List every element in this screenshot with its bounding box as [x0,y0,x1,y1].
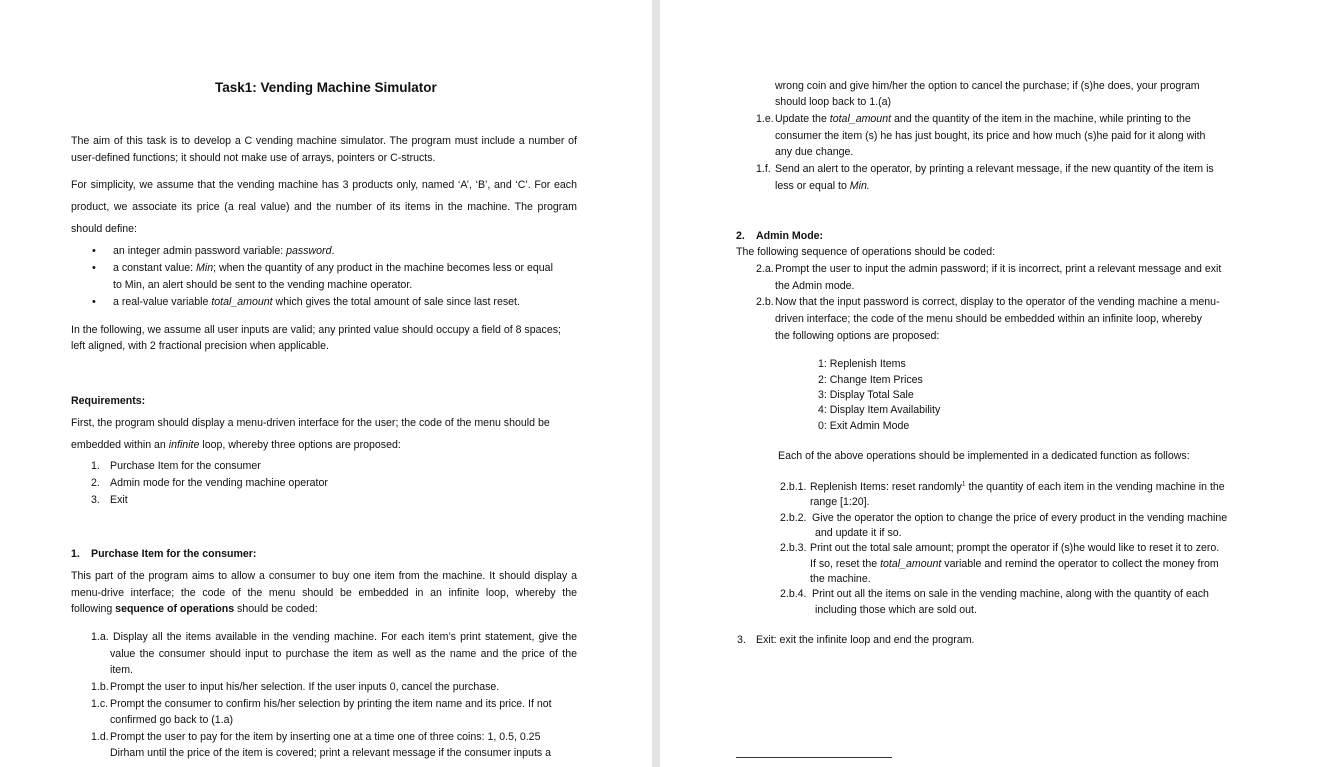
option-2-text: Admin mode for the vending machine operator [110,477,328,489]
step-2a-number: 2.a. [756,263,774,275]
step-1c-line-1: Prompt the consumer to confirm his/her selection by printing the item name and its price. If not [110,698,552,710]
step-2b3-number: 2.b.3. [780,542,807,554]
step-2b1-number: 2.b.1. [780,481,807,493]
admin-menu-item-0: 0: Exit Admin Mode [818,420,910,432]
footnote-separator [736,757,892,758]
page-left [0,0,652,767]
section-1-heading: Purchase Item for the consumer: [91,548,257,560]
section-2-intro: The following sequence of operations should be coded: [736,246,996,258]
option-3-number: 3. [91,494,100,506]
step-2b1-line-1: Replenish Items: reset randomly$^1$ the quantity of each item in the vending machine in the [810,480,1225,493]
simplicity-line-3: should define: [71,223,137,235]
section-1-line-1: This part of the program aims to allow a consumer to buy one item from the machine. It should display a [71,570,577,582]
bullet-password: an integer admin password variable: password. [113,245,335,257]
step-1d-line-1: Prompt the user to pay for the item by inserting one at a time one of three coins: 1, 0.5, 0.25 [110,731,541,743]
step-2b4-line-2: including those which are sold out. [815,604,977,616]
step-1d-continued-line-2: should loop back to 1.(a) [775,96,892,108]
bullet-icon: • [92,262,96,274]
step-1c-line-2: confirmed go back to (1.a) [110,714,234,726]
step-2a-line-2: the Admin mode. [775,280,855,292]
bullet-total-amount: a real-value variable total_amount which gives the total amount of sale since last reset. [113,296,520,308]
step-1e-line-3: any due change. [775,146,854,158]
step-2b-line-3: the following options are proposed: [775,330,940,342]
step-1a-line-3: item. [110,664,133,676]
step-2b3-line-1: Print out the total sale amount; prompt the operator if (s)he would like to reset it to zero. [810,542,1220,554]
bullet-min-line-2: to Min, an alert should be sent to the vending machine operator. [113,279,413,291]
step-1c-number: 1.c. [91,698,109,710]
step-2b1-line-2: range [1:20]. [810,496,870,508]
step-2b-line-2: driven interface; the code of the menu should be embedded within an infinite loop, whereby [775,313,1202,325]
step-1f-number: 1.f. [756,163,771,175]
requirements-heading: Requirements: [71,395,146,407]
bullet-icon: • [92,296,96,308]
step-1a-line-1: Display all the items available in the vending machine. For each item’s print statement, give the [113,631,577,643]
option-1-number: 1. [91,460,100,472]
step-1e-line-2: consumer the item (s) he has just bought, its price and how much (s)he paid for it along with [775,130,1206,142]
step-1d-number: 1.d. [91,731,109,743]
simplicity-line-1: For simplicity, we assume that the vending machine has 3 products only, named ‘A’, ‘B’, and ‘C’. For each [71,179,577,191]
simplicity-line-2: product, we associate its price (a real value) and the number of its items in the machine. The program [71,201,577,213]
step-2b3-line-3: the machine. [810,573,871,585]
admin-menu-item-4: 4: Display Item Availability [818,404,941,416]
requirements-line-1: First, the program should display a menu-driven interface for the user; the code of the menu should be [71,417,550,429]
page-right [660,0,1320,767]
admin-menu-item-1: 1: Replenish Items [818,358,906,370]
functions-intro: Each of the above operations should be implemented in a dedicated function as follows: [778,450,1190,462]
step-1a-line-2: value the consumer should input to purchase the item as well as the name and the price of the [110,648,577,660]
section-1-number: 1. [71,548,80,560]
section-3-number: 3. [737,634,746,646]
section-1-line-3: following sequence of operations should be coded: [71,603,318,615]
step-2b4-line-1: Print out all the items on sale in the vending machine, along with the quantity of each [812,588,1209,600]
admin-menu-item-2: 2: Change Item Prices [818,374,923,386]
step-2b4-number: 2.b.4. [780,588,807,600]
step-2b2-line-1: Give the operator the option to change the price of every product in the vending machine [812,512,1228,524]
footnote-marker: 1 [961,480,966,488]
bullet-min: a constant value: Min; when the quantity of any product in the machine becomes less or equal [113,262,553,274]
step-1e-line-1: Update the total_amount and the quantity of the item in the machine, while printing to the [775,113,1191,125]
step-1b-number: 1.b. [91,681,109,693]
step-2b3-line-2: If so, reset the total_amount variable and remind the operator to collect the money from [810,558,1219,570]
step-1a-number: 1.a. [91,631,109,643]
step-1f-line-2: less or equal to Min. [775,180,870,192]
option-2-number: 2. [91,477,100,489]
option-1-text: Purchase Item for the consumer [110,460,261,472]
step-1d-continued-line-1: wrong coin and give him/her the option to cancel the purchase; if (s)he does, your program [775,80,1200,92]
section-3-text: Exit: exit the infinite loop and end the program. [756,634,975,646]
section-2-number: 2. [736,230,745,242]
step-2b2-number: 2.b.2. [780,512,807,524]
step-1d-line-2: Dirham until the price of the item is covered; print a relevant message if the consumer inputs a [110,747,552,759]
bullet-icon: • [92,245,96,257]
requirements-line-2: embedded within an infinite loop, whereby three options are proposed: [71,439,401,451]
step-1e-number: 1.e. [756,113,774,125]
step-1b-line-1: Prompt the user to input his/her selection. If the user inputs 0, cancel the purchase. [110,681,500,693]
section-2-heading: Admin Mode: [756,230,824,242]
step-1f-line-1: Send an alert to the operator, by printing a relevant message, if the new quantity of the item is [775,163,1214,175]
step-2b-line-1: Now that the input password is correct, display to the operator of the vending machine a menu- [775,296,1220,308]
assume-line-1: In the following, we assume all user inputs are valid; any printed value should occupy a field of 8 spaces; [71,324,561,336]
admin-menu-item-3: 3: Display Total Sale [818,389,914,401]
step-2b2-line-2: and update it if so. [815,527,902,539]
step-2b-number: 2.b. [756,296,774,308]
document-title: Task1: Vending Machine Simulator [215,80,437,95]
intro-line-1: The aim of this task is to develop a C vending machine simulator. The program must include a number of [71,135,577,147]
step-2a-line-1: Prompt the user to input the admin password; if it is incorrect, print a relevant message and exit [775,263,1222,275]
section-1-line-2: menu-drive interface; the code of the menu should be embedded in an infinite loop, whereby the [71,587,577,599]
intro-line-2: user-defined functions; it should not make use of arrays, pointers or C-structs. [71,152,436,164]
option-3-text: Exit [110,494,128,506]
assume-line-2: left aligned, with 2 fractional precision when applicable. [71,340,329,352]
page-gutter [652,0,660,767]
